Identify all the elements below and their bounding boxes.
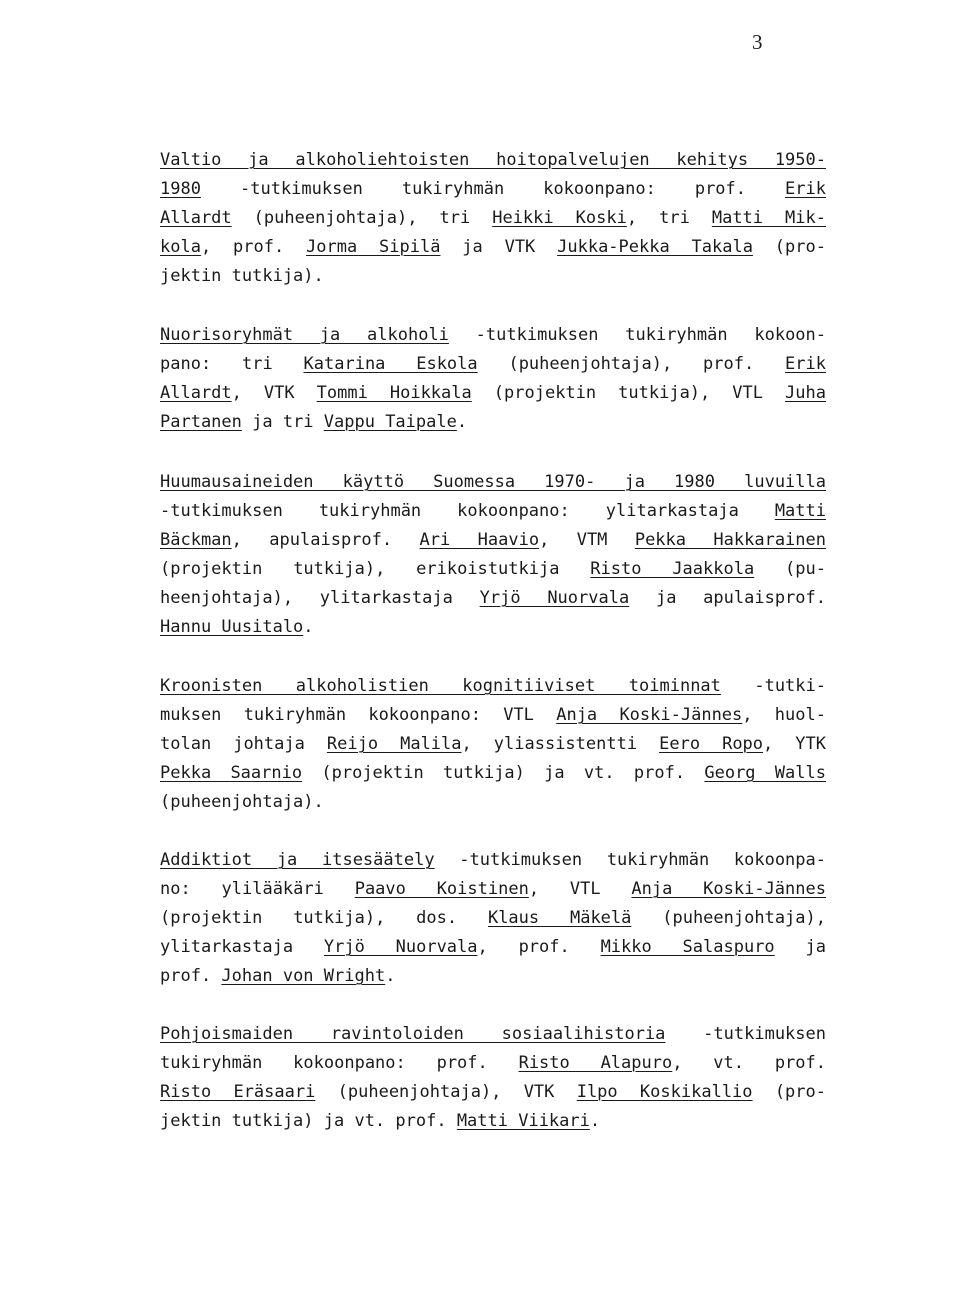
text-line xyxy=(160,408,467,437)
text-line xyxy=(160,962,395,991)
underlined-name: Vappu Taipale xyxy=(323,412,457,432)
underlined-name: Allardt xyxy=(160,208,232,228)
text-span: (pro- xyxy=(752,237,826,257)
text-span: -tutkimuksen tukiryhmän kokoon- xyxy=(448,325,827,345)
underlined-name: Klaus Mäkelä xyxy=(487,908,632,928)
underlined-name: Matti Mik- xyxy=(711,208,826,228)
text-span: . xyxy=(589,1111,601,1131)
text-line xyxy=(160,672,826,701)
text-span: . xyxy=(303,617,314,637)
text-line xyxy=(160,175,826,204)
text-span: ja tri xyxy=(241,412,324,432)
underlined-name: Ilpo Koskikallio xyxy=(576,1082,753,1102)
underlined-name: Erik xyxy=(785,179,826,199)
underlined-name: Huumausaineiden käyttö Suomessa 1970- ja 1980 luvuilla xyxy=(160,472,826,492)
underlined-name: Hannu Uusitalo xyxy=(160,617,304,637)
text-line xyxy=(160,379,826,408)
underlined-name: Risto Jaakkola xyxy=(590,559,755,579)
text-span: (pro- xyxy=(752,1082,826,1102)
text-span: ja xyxy=(774,937,826,957)
text-span: (puheenjohtaja), VTK xyxy=(315,1082,577,1102)
underlined-name: Yrjö Nuorvala xyxy=(323,937,478,957)
underlined-name: Risto Alapuro xyxy=(518,1053,673,1073)
underlined-name: Ari Haavio xyxy=(419,530,540,550)
text-line xyxy=(160,730,826,759)
underlined-name: Jorma Sipilä xyxy=(306,237,441,257)
text-line xyxy=(160,933,826,962)
text-line xyxy=(160,468,826,497)
underlined-name: Reijo Malila xyxy=(326,734,462,754)
text-span: (puheenjohtaja), xyxy=(631,908,826,928)
underlined-name: Johan von Wright xyxy=(221,966,386,986)
text-line xyxy=(160,321,826,350)
underlined-name: Pekka Hakkarainen xyxy=(634,530,826,550)
underlined-name: Kroonisten alkoholistien kognitiiviset toiminnat xyxy=(160,676,721,696)
text-line xyxy=(160,613,314,642)
page-number: 3 xyxy=(752,30,763,54)
text-span: prof. xyxy=(160,966,222,986)
underlined-name: Nuorisoryhmät ja alkoholi xyxy=(160,325,449,345)
text-span: , prof. xyxy=(477,937,601,957)
text-span: , VTM xyxy=(539,530,635,550)
text-line xyxy=(160,1049,826,1078)
text-span: no: ylilääkäri xyxy=(160,879,355,899)
text-line xyxy=(160,788,324,817)
text-span: , prof. xyxy=(200,237,307,257)
text-span: (pu- xyxy=(754,559,826,579)
underlined-name: Anja Koski-Jännes xyxy=(556,705,743,725)
text-span: muksen tukiryhmän kokoonpano: VTL xyxy=(160,705,557,725)
text-line xyxy=(160,262,324,291)
underlined-name: Allardt xyxy=(160,383,232,403)
text-span: , YTK xyxy=(763,734,827,754)
text-span: (puheenjohtaja), tri xyxy=(231,208,493,228)
text-span: ja VTK xyxy=(440,237,558,257)
underlined-name: Anja Koski-Jännes xyxy=(631,879,826,899)
underlined-name: Valtio ja alkoholiehtoisten hoitopalvelujen kehitys 1950- xyxy=(160,150,826,170)
underlined-name: Georg Walls xyxy=(704,763,826,783)
underlined-name: Heikki Koski xyxy=(492,208,627,228)
text-line xyxy=(160,555,826,584)
text-line xyxy=(160,904,826,933)
text-span: -tutkimuksen xyxy=(665,1024,826,1044)
text-span: , vt. prof. xyxy=(672,1053,826,1073)
underlined-name: Paavo Koistinen xyxy=(354,879,529,899)
text-line xyxy=(160,204,826,233)
text-line xyxy=(160,497,826,526)
text-line xyxy=(160,759,826,788)
underlined-name: Mikko Salaspuro xyxy=(600,937,775,957)
text-line xyxy=(160,1107,600,1136)
underlined-name: Katarina Eskola xyxy=(303,354,478,374)
text-span: (projektin tutkija), VTL xyxy=(471,383,786,403)
text-line xyxy=(160,146,826,175)
text-line xyxy=(160,350,826,379)
text-span: , tri xyxy=(626,208,712,228)
text-span: pano: tri xyxy=(160,354,304,374)
text-span: , VTK xyxy=(231,383,317,403)
underlined-name: Matti Viikari xyxy=(456,1111,590,1131)
text-span: (puheenjohtaja), prof. xyxy=(477,354,786,374)
text-span: (projektin tutkija), dos. xyxy=(160,908,488,928)
text-span: . xyxy=(385,966,396,986)
text-span: jektin tutkija) ja vt. prof. xyxy=(160,1111,457,1131)
underlined-name: Pohjoismaiden ravintoloiden sosiaalihistoria xyxy=(160,1024,666,1044)
text-span: -tutki- xyxy=(720,676,826,696)
text-line xyxy=(160,526,826,555)
underlined-name: kola xyxy=(160,237,201,257)
text-span: jektin tutkija). xyxy=(160,266,324,286)
text-span: , huol- xyxy=(742,705,826,725)
text-span: , VTL xyxy=(528,879,632,899)
text-span: ylitarkastaja xyxy=(160,937,324,957)
text-span: , yliassistentti xyxy=(461,734,660,754)
text-line xyxy=(160,846,826,875)
underlined-name: Eero Ropo xyxy=(659,734,764,754)
underlined-name: Risto Eräsaari xyxy=(160,1082,316,1102)
text-line xyxy=(160,875,826,904)
text-span: (projektin tutkija) ja vt. prof. xyxy=(302,763,705,783)
text-span: -tutkimuksen tukiryhmän kokoonpa- xyxy=(434,850,826,870)
underlined-name: Tommi Hoikkala xyxy=(316,383,472,403)
text-span: ja apulaisprof. xyxy=(629,588,826,608)
text-span: -tutkimuksen tukiryhmän kokoonpano: prof. xyxy=(200,179,786,199)
underlined-name: Yrjö Nuorvala xyxy=(479,588,630,608)
text-span: heenjohtaja), ylitarkastaja xyxy=(160,588,480,608)
underlined-name: Partanen xyxy=(160,412,242,432)
underlined-name: Bäckman xyxy=(160,530,232,550)
text-span: , apulaisprof. xyxy=(231,530,420,550)
underlined-name: Juha xyxy=(785,383,826,403)
text-line xyxy=(160,701,826,730)
underlined-name: Erik xyxy=(785,354,826,374)
text-span: . xyxy=(456,412,468,432)
text-span: tukiryhmän kokoonpano: prof. xyxy=(160,1053,519,1073)
underlined-name: Jukka-Pekka Takala xyxy=(557,237,753,257)
text-span: (projektin tutkija), erikoistutkija xyxy=(160,559,591,579)
text-span: tolan johtaja xyxy=(160,734,327,754)
text-line xyxy=(160,1020,826,1049)
text-span: -tutkimuksen tukiryhmän kokoonpano: ylitarkastaja xyxy=(160,501,775,521)
text-line xyxy=(160,233,826,262)
text-span: (puheenjohtaja). xyxy=(160,792,324,812)
underlined-name: Matti xyxy=(774,501,826,521)
underlined-name: 1980 xyxy=(160,179,201,199)
underlined-name: Addiktiot ja itsesäätely xyxy=(160,850,435,870)
underlined-name: Pekka Saarnio xyxy=(160,763,303,783)
text-line xyxy=(160,1078,826,1107)
text-line xyxy=(160,584,826,613)
